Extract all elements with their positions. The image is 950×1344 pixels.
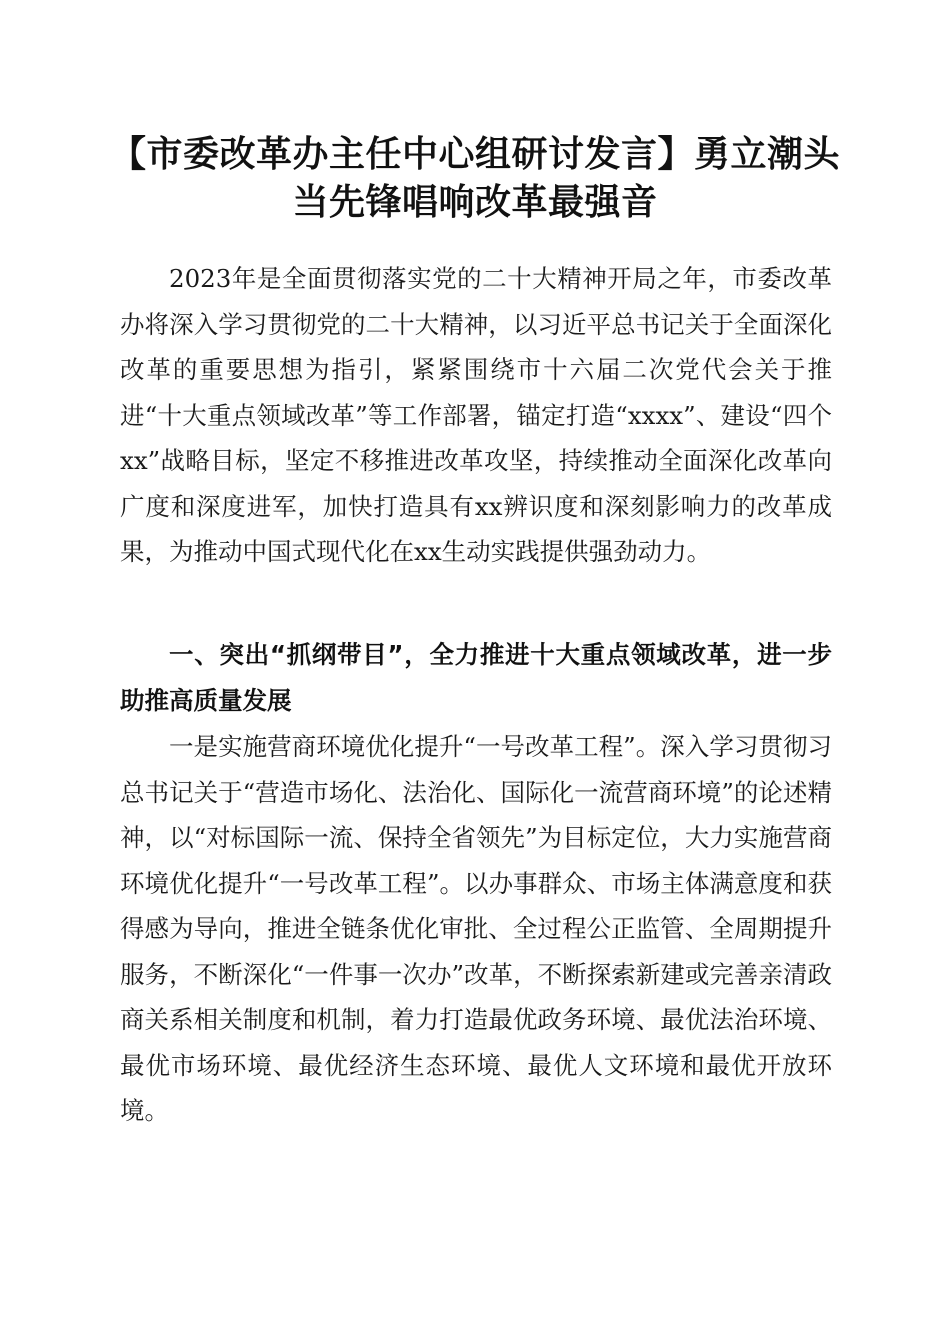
section-heading-1: 一、突出“抓纲带目”，全力推进十大重点领域改革，进一步助推高质量发展 xyxy=(120,640,832,715)
title-line-1: 【市委改革办主任中心组研讨发言】勇立潮头 xyxy=(109,133,840,175)
intro-paragraph: 2023年是全面贯彻落实党的二十大精神开局之年，市委改革办将深入学习贯彻党的二十大精神，以习近平总书记关于全面深化改革的重要思想为指引，紧紧围绕市十六届二次党代会关于推进“十大重点领域改革”等工作部署，锚定打造“xxxx”、建设“四个xx”战略目标，坚定不移推进改革攻坚，持续推动全面深化改革向广度和深度进军，加快打造具有xx辨识度和深刻影响力的改革成果，为推动中国式现代化在xx生动实践提供强劲动力。 xyxy=(120,264,832,566)
section-1-paragraph-1: 一是实施营商环境优化提升“一号改革工程”。深入学习贯彻习总书记关于“营造市场化、法治化、国际化一流营商环境”的论述精神，以“对标国际一流、保持全省领先”为目标定位，大力实施营商环境优化提升“一号改革工程”。以办事群众、市场主体满意度和获得感为导向，推进全链条优化审批、全过程公正监管、全周期提升服务，不断深化“一件事一次办”改革，不断探索新建或完善亲清政商关系相关制度和机制，着力打造最优政务环境、最优法治环境、最优市场环境、最优经济生态环境、最优人文环境和最优开放环境。 xyxy=(120,732,832,1125)
document-title xyxy=(100,130,850,226)
title-line-2: 当先锋唱响改革最强音 xyxy=(292,181,658,223)
